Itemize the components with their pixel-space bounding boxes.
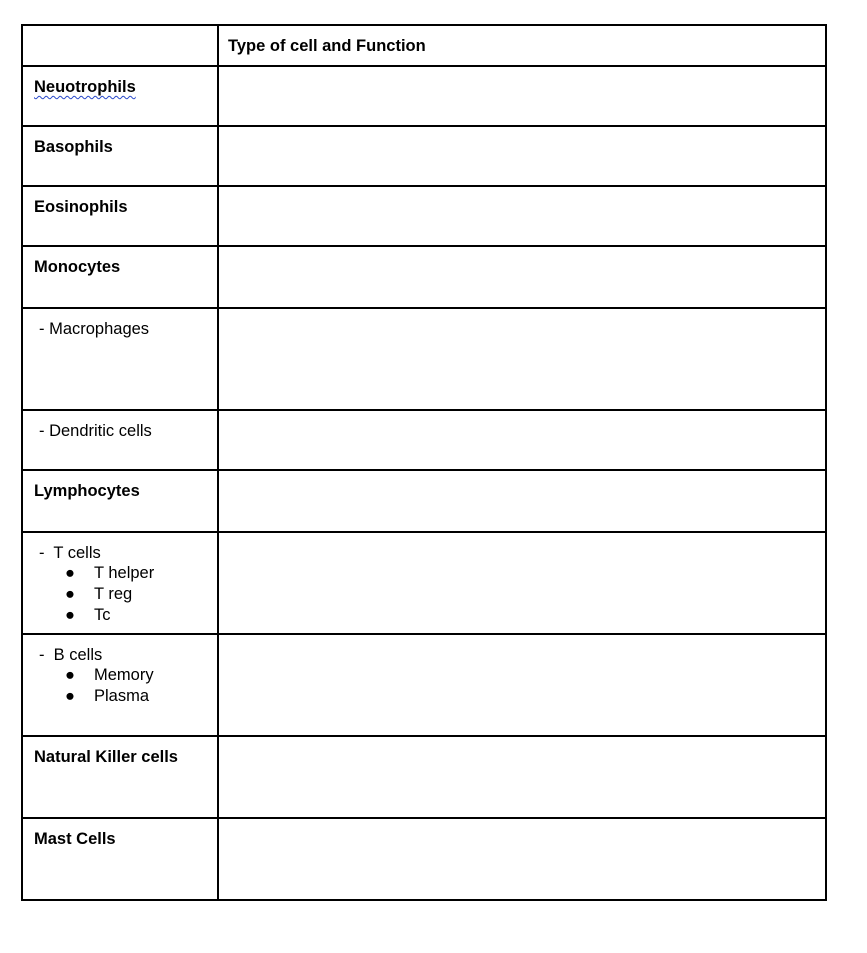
table-row	[22, 66, 826, 126]
immune-cell-table	[21, 24, 827, 901]
row-label-basophils[interactable]: Basophils	[22, 126, 218, 186]
sub-label-text: - B cells	[39, 646, 103, 664]
table-header-row	[22, 25, 826, 66]
row-label-t-cells[interactable]	[22, 532, 218, 634]
list-item: ● T reg	[65, 585, 133, 603]
row-label-dendritic-cells[interactable]	[22, 410, 218, 470]
row-function-lymphocytes[interactable]	[218, 470, 826, 532]
row-label-lymphocytes[interactable]: Lymphocytes	[22, 470, 218, 532]
row-label-neutrophils[interactable]	[22, 66, 218, 126]
row-label-b-cells[interactable]	[22, 634, 218, 736]
row-function-neutrophils[interactable]	[218, 66, 826, 126]
misspelled-word: Neuotrophils	[34, 78, 136, 96]
table-row	[22, 246, 826, 308]
table-row	[22, 532, 826, 634]
list-item: ● Plasma	[65, 687, 150, 705]
bullet-icon: ●	[65, 606, 75, 624]
row-label-mast-cells[interactable]: Mast Cells	[22, 818, 218, 900]
table-row	[22, 470, 826, 532]
table-row	[22, 736, 826, 818]
header-function-cell[interactable]: Type of cell and Function	[218, 25, 826, 66]
sub-label-text: - Macrophages	[39, 320, 150, 338]
list-item: ● Tc	[65, 606, 111, 624]
row-function-mast-cells[interactable]	[218, 818, 826, 900]
list-item: ● Memory	[65, 666, 154, 684]
row-label-natural-killer-cells[interactable]: Natural Killer cells	[22, 736, 218, 818]
bullet-icon: ●	[65, 666, 75, 684]
row-function-natural-killer-cells[interactable]	[218, 736, 826, 818]
list-item: ● T helper	[65, 564, 155, 582]
row-function-dendritic-cells[interactable]	[218, 410, 826, 470]
b-cell-subtypes-list	[34, 665, 217, 707]
table-row	[22, 634, 826, 736]
row-function-b-cells[interactable]	[218, 634, 826, 736]
bullet-icon: ●	[65, 585, 75, 603]
row-function-eosinophils[interactable]	[218, 186, 826, 246]
row-label-monocytes[interactable]: Monocytes	[22, 246, 218, 308]
bullet-icon: ●	[65, 564, 75, 582]
bullet-icon: ●	[65, 687, 75, 705]
table-row	[22, 308, 826, 410]
sub-label-text: - T cells	[39, 544, 101, 562]
sub-label-text: - Dendritic cells	[39, 422, 152, 440]
table-row	[22, 410, 826, 470]
table-row	[22, 818, 826, 900]
row-label-eosinophils[interactable]: Eosinophils	[22, 186, 218, 246]
header-name-cell[interactable]	[22, 25, 218, 66]
row-function-t-cells[interactable]	[218, 532, 826, 634]
table-row	[22, 126, 826, 186]
row-label-macrophages[interactable]	[22, 308, 218, 410]
row-function-macrophages[interactable]	[218, 308, 826, 410]
row-function-basophils[interactable]	[218, 126, 826, 186]
table-row	[22, 186, 826, 246]
t-cell-subtypes-list	[34, 563, 217, 626]
row-function-monocytes[interactable]	[218, 246, 826, 308]
